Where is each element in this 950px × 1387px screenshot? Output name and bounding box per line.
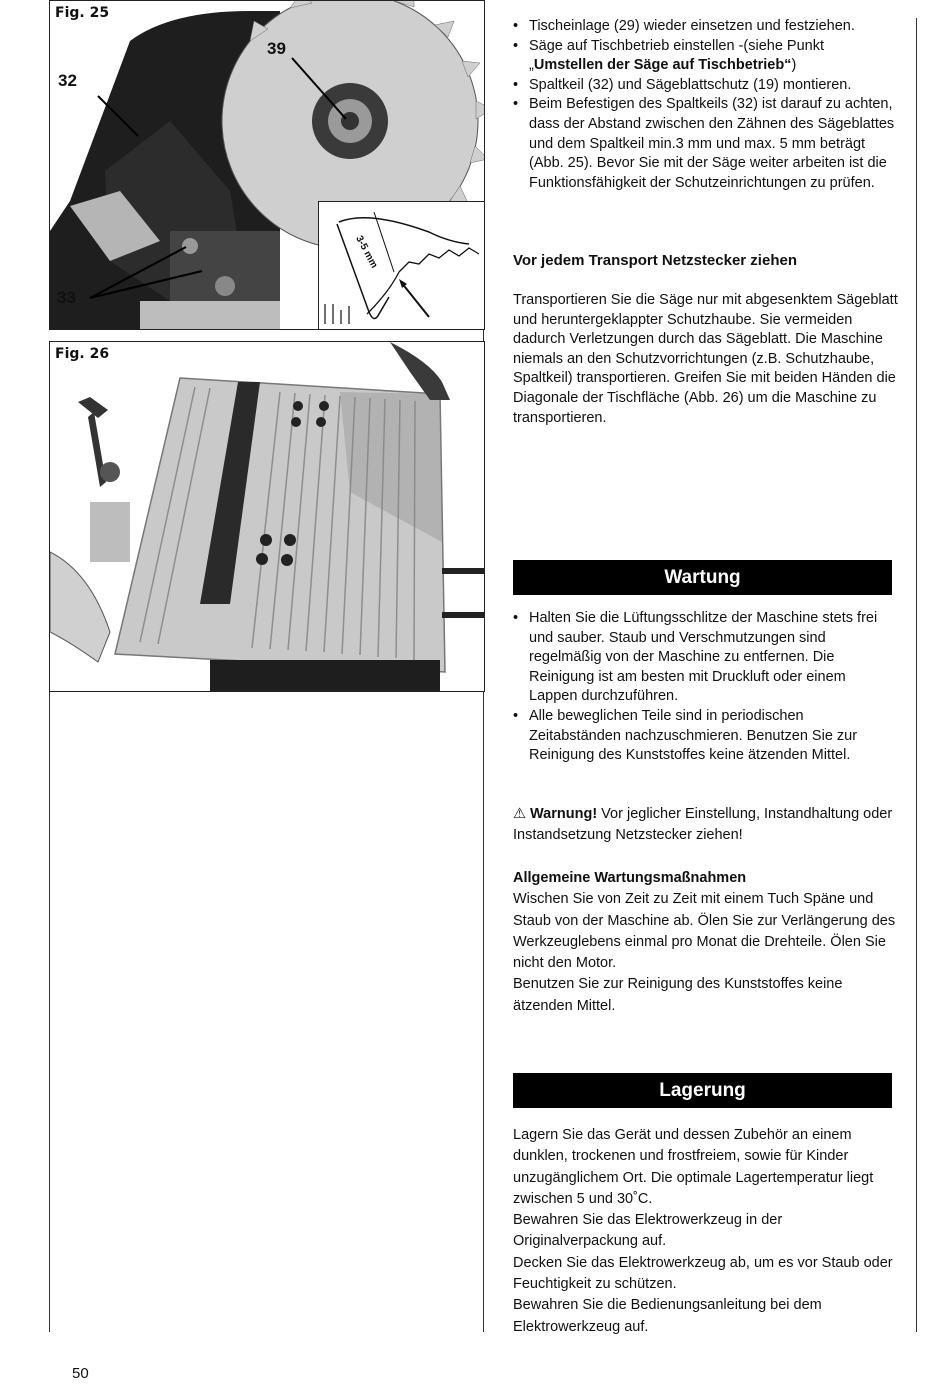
callout-39: 39: [267, 39, 286, 58]
list-item-text: ): [791, 57, 797, 74]
list-item: • Tischeinlage (29) wieder einsetzen und festziehen.: [513, 17, 898, 37]
warning-icon: ⚠: [513, 806, 526, 822]
figure-25-label: Fig. 25: [55, 5, 110, 21]
general-maintenance-heading: Allgemeine Wartungsmaßnahmen: [513, 870, 747, 886]
lagerung-paragraph: Lagern Sie das Gerät und dessen Zubehör an einem dunklen, trockenen und frostfreiem, sowie für Kinder unzugänglichem Ort. Die optimale Lagertemperatur liegt zwischen 5 und 30˚C.: [513, 1127, 874, 1207]
right-rule: [916, 18, 917, 1332]
warning-label: Warnung!: [530, 806, 598, 822]
lagerung-paragraph: Decken Sie das Elektrowerkzeug ab, um es vor Staub oder Feuchtigkeit zu schützen.: [513, 1254, 893, 1293]
list-item-text: Säge auf Tischbetrieb einstellen -(siehe Punkt „: [529, 37, 825, 74]
inset-gap-label: 3-5 mm: [353, 234, 380, 271]
general-maintenance: [513, 868, 898, 1017]
transport-text: Transportieren Sie die Säge nur mit abgesenktem Sägeblatt und heruntergeklappter Schutzhaube. Sie vermeiden dadurch Verletzungen durch das Sägeblatt. Die Maschine niemals an den Schutzvorrichtungen (z.B. Schutzhaube, Spaltkeil) transportieren. Greifen Sie mit beiden Händen die Diagonale der Tischfläche (Abb. 26) um die Maschine zu transportieren.: [513, 292, 898, 426]
setup-instructions: [513, 17, 898, 193]
figure-26-label: Fig. 26: [55, 346, 110, 362]
callout-33: 33: [57, 288, 76, 307]
list-item: • Beim Befestigen des Spaltkeils (32) ist darauf zu achten, dass der Abstand zwischen den Zähnen des Sägeblattes und dem Spaltkeil min.3 mm und max. 5 mm beträgt (Abb. 25). Bevor Sie mit der Säge weiter arbeiten ist die Funktionsfähigkeit der Schutzeinrichtungen zu prüfen.: [513, 95, 898, 193]
wartung-bullets: [513, 609, 898, 766]
list-item: • Alle beweglichen Teile sind in periodischen Zeitabständen nachzuschmieren. Benutzen Sie zur Reinigung des Kunststoffes keine ätzenden Mittel.: [513, 707, 898, 766]
section-title-lagerung: Lagerung: [513, 1073, 892, 1108]
lagerung-text: [513, 1125, 898, 1338]
emphasis-text: Umstellen der Säge auf Tischbetrieb“: [533, 57, 792, 74]
callout-32: 32: [58, 71, 77, 90]
warning-text: Vor jeglicher Einstellung, Instandhaltung oder Instandsetzung Netzstecker ziehen!: [513, 806, 893, 844]
transport-heading: Vor jedem Transport Netzstecker ziehen: [513, 252, 797, 269]
list-item: • Spaltkeil (32) und Sägeblattschutz (19) montieren.: [513, 76, 898, 96]
lagerung-paragraph: Bewahren Sie die Bedienungsanleitung bei dem Elektrowerkzeug auf.: [513, 1297, 822, 1335]
figure-26: [49, 341, 485, 692]
inset-gap-diagram: [318, 201, 485, 330]
general-maintenance-text-2: Benutzen Sie zur Reinigung des Kunststoffes keine ätzenden Mittel.: [513, 976, 843, 1014]
left-rule: [49, 690, 50, 1332]
general-maintenance-text: Wischen Sie von Zeit zu Zeit mit einem Tuch Späne und Staub von der Maschine ab. Ölen Sie zur Verlängerung des Werkzeuglebens einmal pro Monat die Drehteile. Ölen Sie nicht den Motor.: [513, 891, 896, 972]
lagerung-paragraph: Bewahren Sie das Elektrowerkzeug in der Originalverpackung auf.: [513, 1212, 783, 1250]
figure-25: [49, 0, 485, 330]
table-saw-photo: [50, 342, 484, 691]
section-title-wartung: Wartung: [513, 560, 892, 595]
list-item: • Halten Sie die Lüftungsschlitze der Maschine stets frei und sauber. Staub und Verschmutzungen sind regelmäßig von der Maschine zu entfernen. Die Reinigung ist am besten mit Druckluft oder einem Lappen durchzuführen.: [513, 609, 898, 707]
list-item: [513, 37, 898, 76]
page-number: 50: [72, 1365, 89, 1382]
warning-paragraph: [513, 804, 898, 847]
